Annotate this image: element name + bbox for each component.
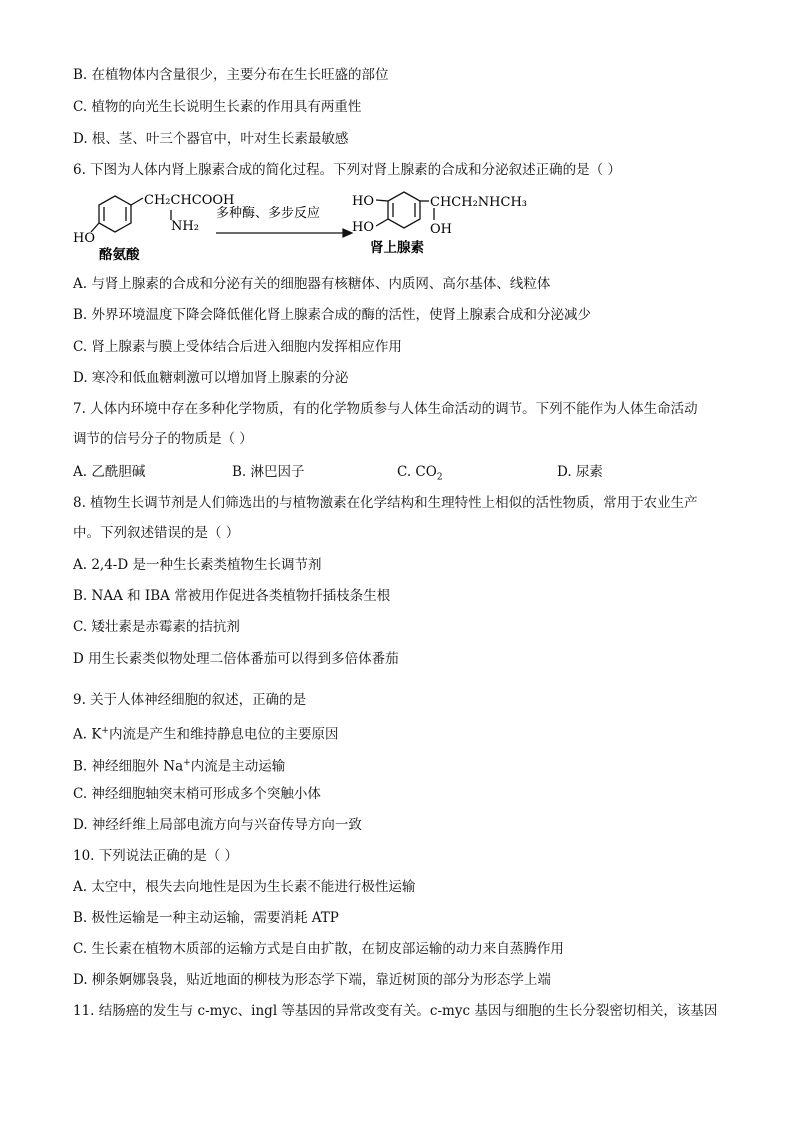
q9-option-b: B. 神经细胞外 Na+内流是主动运输: [73, 758, 286, 775]
q5-option-d: D. 根、茎、叶三个器官中，叶对生长素最敏感: [73, 131, 349, 147]
epinephrine-synthesis-diagram: [73, 188, 543, 266]
tyrosine-label: 酪氨酸: [99, 247, 140, 263]
q7-stem-line1: 7. 人体内环境中存在多种化学物质，有的化学物质参与人体生命活动的调节。下列不能作为人体生命活动: [73, 401, 698, 417]
q9-stem: 9. 关于人体神经细胞的叙述，正确的是: [73, 692, 307, 708]
q6-option-b: B. 外界环境温度下降会降低催化肾上腺素合成的酶的活性，使肾上腺素合成和分泌减少: [73, 307, 592, 323]
q10-option-a: A. 太空中，根失去向地性是因为生长素不能进行极性运输: [73, 879, 416, 895]
q11-stem: 11. 结肠癌的发生与 c-myc、ingl 等基因的异常改变有关。c-myc 基因与细胞的生长分裂密切相关，该基因: [73, 1003, 718, 1019]
tyrosine-nh2: NH₂: [171, 219, 199, 234]
q10-option-c: C. 生长素在植物木质部的运输方式是自由扩散，在韧皮部运输的动力来自蒸腾作用: [73, 941, 564, 957]
tyrosine-ho: HO: [73, 231, 95, 246]
q9-option-a: A. K+内流是产生和维持静息电位的主要原因: [73, 726, 339, 743]
epinephrine-label: 肾上腺素: [370, 240, 424, 256]
tyrosine-side-chain: CH₂CHCOOH: [144, 193, 235, 208]
epinephrine-oh: OH: [430, 222, 452, 237]
q5-option-b: B. 在植物体内含量很少，主要分布在生长旺盛的部位: [73, 67, 389, 83]
epinephrine-ho-1: HO: [352, 194, 374, 209]
q7-option-b: B. 淋巴因子: [232, 464, 305, 480]
epinephrine-structure: [376, 192, 434, 228]
q6-option-c: C. 肾上腺素与膜上受体结合后进入细胞内发挥相应作用: [73, 339, 402, 355]
q6-option-a: A. 与肾上腺素的合成和分泌有关的细胞器有核糖体、内质网、高尔基体、线粒体: [73, 276, 551, 292]
q8-stem-line1: 8. 植物生长调节剂是人们筛选出的与植物激素在化学结构和生理特性上相似的活性物质，常用于农业生产: [73, 495, 698, 511]
q8-option-a: A. 2,4-D 是一种生长素类植物生长调节剂: [73, 557, 322, 573]
q8-option-d: D 用生长素类似物处理二倍体番茄可以得到多倍体番茄: [73, 651, 399, 667]
q5-option-c: C. 植物的向光生长说明生长素的作用具有两重性: [73, 99, 362, 115]
q7-stem-line2: 调节的信号分子的物质是（ ）: [73, 431, 253, 447]
epinephrine-ho-2: HO: [352, 220, 374, 235]
q8-option-c: C. 矮壮素是赤霉素的拮抗剂: [73, 619, 240, 635]
q8-option-b: B. NAA 和 IBA 常被用作促进各类植物扦插枝条生根: [73, 588, 391, 604]
q10-option-d: D. 柳条婀娜袅袅，贴近地面的柳枝为形态学下端，靠近树顶的部分为形态学上端: [73, 972, 551, 988]
q6-stem: 6. 下图为人体内肾上腺素合成的简化过程。下列对肾上腺素的合成和分泌叙述正确的是（ ）: [73, 162, 621, 178]
q8-stem-line2: 中。下列叙述错误的是（ ）: [73, 525, 240, 541]
q7-option-d: D. 尿素: [557, 464, 603, 480]
reaction-arrow: [216, 229, 352, 237]
q7-option-a: A. 乙酰胆碱: [73, 464, 146, 480]
q6-option-d: D. 寒冷和低血糖刺激可以增加肾上腺素的分泌: [73, 370, 349, 386]
reaction-condition-label: 多种酶、多步反应: [216, 206, 321, 221]
q10-option-b: B. 极性运输是一种主动运输，需要消耗 ATP: [73, 910, 339, 926]
q7-option-c: C. $CO_2$: [397, 464, 443, 483]
q10-stem: 10. 下列说法正确的是（ ）: [73, 848, 239, 864]
q9-option-c: C. 神经细胞轴突末梢可形成多个突触小体: [73, 786, 321, 802]
epinephrine-side-chain: CHCH₂NHCH₃: [430, 195, 527, 210]
q9-option-d: D. 神经纤维上局部电流方向与兴奋传导方向一致: [73, 817, 362, 833]
